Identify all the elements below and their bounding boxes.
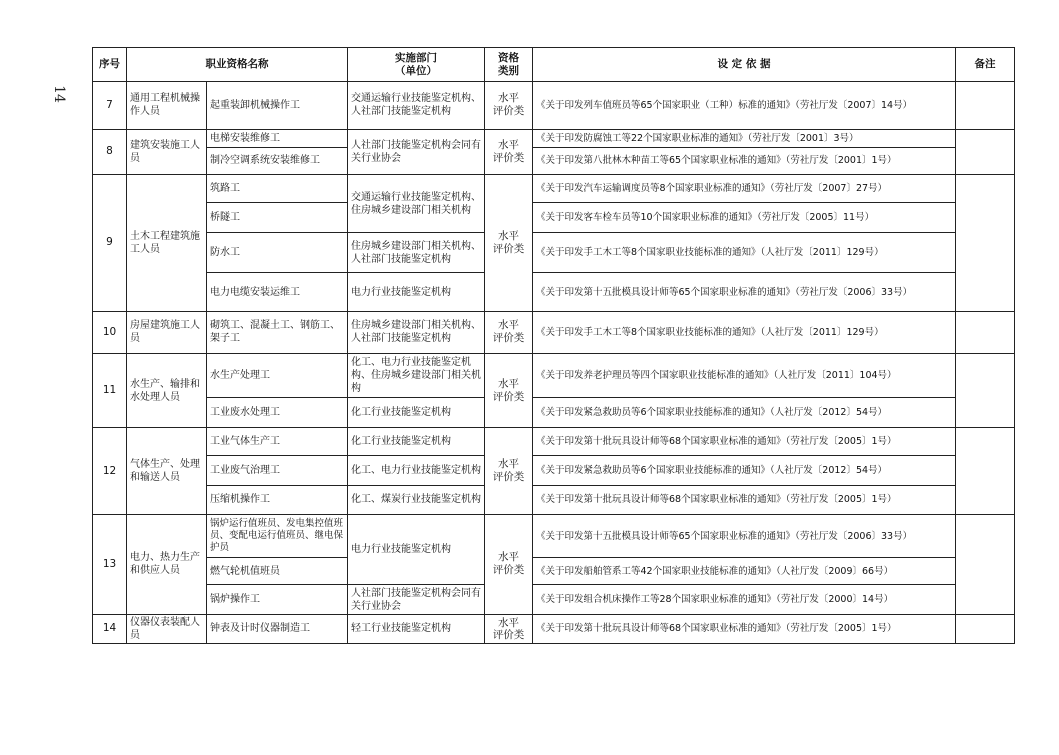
- legal-basis: 《关于印发手工木工等8个国家职业技能标准的通知》（人社厅发〔2011〕129号）: [533, 233, 956, 273]
- header-category: 资格 类别: [485, 48, 533, 82]
- occupation-group: 建筑安装施工人员: [127, 129, 207, 174]
- legal-basis: 《关于印发防腐蚀工等22个国家职业标准的通知》（劳社厅发〔2001〕3号）: [533, 129, 956, 147]
- job-title: 防水工: [207, 233, 348, 273]
- occupation-group: 气体生产、处理和输送人员: [127, 428, 207, 515]
- job-title: 桥隧工: [207, 203, 348, 233]
- implementing-dept: 化工、煤炭行业技能鉴定机构: [348, 485, 485, 514]
- legal-basis: 《关于印发紧急救助员等6个国家职业技能标准的通知》（人社厅发〔2012〕54号）: [533, 455, 956, 485]
- occupation-group: 仪器仪表装配人员: [127, 614, 207, 643]
- job-title: 电梯安装维修工: [207, 129, 348, 147]
- job-title: 钟表及计时仪器制造工: [207, 614, 348, 643]
- job-title: 水生产处理工: [207, 353, 348, 397]
- qualification-type: 水平 评价类: [485, 174, 533, 311]
- implementing-dept: 住房城乡建设部门相关机构、人社部门技能鉴定机构: [348, 233, 485, 273]
- qualification-table: [92, 47, 1015, 644]
- table-row: [93, 311, 1015, 353]
- remarks-cell: [956, 311, 1015, 353]
- job-title: 工业废水处理工: [207, 398, 348, 428]
- legal-basis: 《关于印发养老护理员等四个国家职业技能标准的通知》（人社厅发〔2011〕104号）: [533, 353, 956, 397]
- job-title: 起重装卸机械操作工: [207, 82, 348, 129]
- remarks-cell: [956, 82, 1015, 129]
- job-title: 砌筑工、混凝土工、钢筋工、架子工: [207, 311, 348, 353]
- table-row: [93, 428, 1015, 455]
- table-row: [93, 398, 1015, 428]
- implementing-dept: 轻工行业技能鉴定机构: [348, 614, 485, 643]
- implementing-dept: 化工行业技能鉴定机构: [348, 398, 485, 428]
- legal-basis: 《关于印发第十批玩具设计师等68个国家职业标准的通知》（劳社厅发〔2005〕1号）: [533, 485, 956, 514]
- job-title: 制冷空调系统安装维修工: [207, 147, 348, 174]
- header-qualification-name: 职业资格名称: [127, 48, 348, 82]
- occupation-group: 电力、热力生产和供应人员: [127, 515, 207, 615]
- occupation-group: 土木工程建筑施工人员: [127, 174, 207, 311]
- table-row: [93, 558, 1015, 585]
- table-row: [93, 147, 1015, 174]
- job-title: 锅炉运行值班员、发电集控值班员、变配电运行值班员、继电保护员: [207, 515, 348, 558]
- qualification-type: 水平 评价类: [485, 311, 533, 353]
- table-row: [93, 485, 1015, 514]
- table-row: [93, 353, 1015, 397]
- occupation-group: 水生产、输排和水处理人员: [127, 353, 207, 427]
- table-row: [93, 82, 1015, 129]
- implementing-dept: 化工、电力行业技能鉴定机构: [348, 455, 485, 485]
- job-title: 压缩机操作工: [207, 485, 348, 514]
- row-number: 10: [93, 311, 127, 353]
- legal-basis: 《关于印发汽车运输调度员等8个国家职业标准的通知》（劳社厅发〔2007〕27号）: [533, 174, 956, 202]
- remarks-cell: [956, 515, 1015, 615]
- row-number: 11: [93, 353, 127, 427]
- legal-basis: 《关于印发第十五批模具设计师等65个国家职业标准的通知》（劳社厅发〔2006〕33号）: [533, 515, 956, 558]
- qualification-type: 水平 评价类: [485, 515, 533, 615]
- table-row: [93, 233, 1015, 273]
- implementing-dept: 人社部门技能鉴定机构会同有关行业协会: [348, 129, 485, 174]
- implementing-dept: 电力行业技能鉴定机构: [348, 515, 485, 585]
- table-row: [93, 455, 1015, 485]
- qualification-type: 水平 评价类: [485, 129, 533, 174]
- job-title: 工业废气治理工: [207, 455, 348, 485]
- qualification-type: 水平 评价类: [485, 614, 533, 643]
- remarks-cell: [956, 428, 1015, 515]
- legal-basis: 《关于印发第十批玩具设计师等68个国家职业标准的通知》（劳社厅发〔2005〕1号）: [533, 614, 956, 643]
- legal-basis: 《关于印发第八批林木种苗工等65个国家职业标准的通知》（劳社厅发〔2001〕1号）: [533, 147, 956, 174]
- header-remarks: 备注: [956, 48, 1015, 82]
- row-number: 9: [93, 174, 127, 311]
- row-number: 14: [93, 614, 127, 643]
- occupation-group: 房屋建筑施工人员: [127, 311, 207, 353]
- implementing-dept: 住房城乡建设部门相关机构、人社部门技能鉴定机构: [348, 311, 485, 353]
- header-no: 序号: [93, 48, 127, 82]
- table-row: [93, 203, 1015, 233]
- table-row: [93, 614, 1015, 643]
- remarks-cell: [956, 614, 1015, 643]
- qualification-type: 水平 评价类: [485, 428, 533, 515]
- job-title: 电力电缆安装运维工: [207, 273, 348, 311]
- table-row: [93, 515, 1015, 558]
- legal-basis: 《关于印发手工木工等8个国家职业技能标准的通知》（人社厅发〔2011〕129号）: [533, 311, 956, 353]
- header-row: [93, 48, 1015, 82]
- implementing-dept: 交通运输行业技能鉴定机构、住房城乡建设部门相关机构: [348, 174, 485, 232]
- remarks-cell: [956, 174, 1015, 311]
- occupation-group: 通用工程机械操作人员: [127, 82, 207, 129]
- legal-basis: 《关于印发第十批玩具设计师等68个国家职业标准的通知》（劳社厅发〔2005〕1号）: [533, 428, 956, 455]
- legal-basis: 《关于印发第十五批模具设计师等65个国家职业标准的通知》（劳社厅发〔2006〕33号）: [533, 273, 956, 311]
- legal-basis: 《关于印发组合机床操作工等28个国家职业标准的通知》（劳社厅发〔2000〕14号）: [533, 585, 956, 614]
- legal-basis: 《关于印发船舶管系工等42个国家职业技能标准的通知》（人社厅发〔2009〕66号）: [533, 558, 956, 585]
- table-row: [93, 273, 1015, 311]
- table-row: [93, 174, 1015, 202]
- header-basis: 设 定 依 据: [533, 48, 956, 82]
- implementing-dept: 交通运输行业技能鉴定机构、人社部门技能鉴定机构: [348, 82, 485, 129]
- row-number: 12: [93, 428, 127, 515]
- legal-basis: 《关于印发紧急救助员等6个国家职业技能标准的通知》（人社厅发〔2012〕54号）: [533, 398, 956, 428]
- legal-basis: 《关于印发客车检车员等10个国家职业标准的通知》（劳社厅发〔2005〕11号）: [533, 203, 956, 233]
- implementing-dept: 化工行业技能鉴定机构: [348, 428, 485, 455]
- job-title: 筑路工: [207, 174, 348, 202]
- row-number: 13: [93, 515, 127, 615]
- qualification-type: 水平 评价类: [485, 82, 533, 129]
- remarks-cell: [956, 129, 1015, 174]
- row-number: 8: [93, 129, 127, 174]
- legal-basis: 《关于印发列车值班员等65个国家职业（工种）标准的通知》（劳社厅发〔2007〕14号）: [533, 82, 956, 129]
- implementing-dept: 化工、电力行业技能鉴定机构、住房城乡建设部门相关机构: [348, 353, 485, 397]
- row-number: 7: [93, 82, 127, 129]
- qualification-type: 水平 评价类: [485, 353, 533, 427]
- implementing-dept: 电力行业技能鉴定机构: [348, 273, 485, 311]
- implementing-dept: 人社部门技能鉴定机构会同有关行业协会: [348, 585, 485, 614]
- job-title: 工业气体生产工: [207, 428, 348, 455]
- table-row: [93, 129, 1015, 147]
- table-row: [93, 585, 1015, 614]
- job-title: 锅炉操作工: [207, 585, 348, 614]
- header-dept: 实施部门 （单位）: [348, 48, 485, 82]
- page-number: 14: [50, 85, 67, 103]
- job-title: 燃气轮机值班员: [207, 558, 348, 585]
- remarks-cell: [956, 353, 1015, 427]
